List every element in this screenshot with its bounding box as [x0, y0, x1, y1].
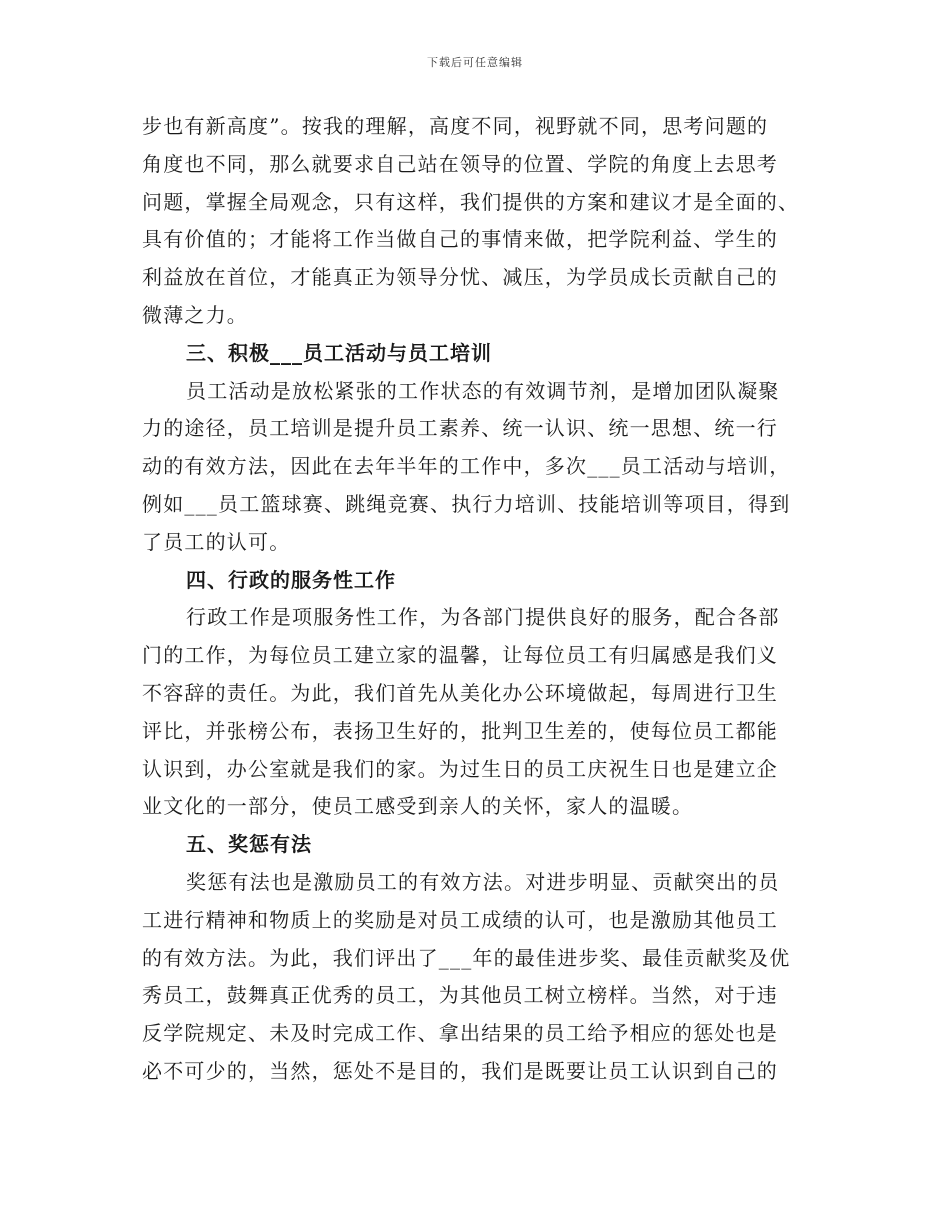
text-line: 例如___员工篮球赛、跳绳竞赛、执行力培训、技能培训等项目，得到: [142, 491, 791, 516]
text-line: 业文化的一部分，使员工感受到亲人的关怀，家人的温暖。: [142, 794, 694, 819]
text-line: 不容辞的责任。为此，我们首先从美化办公环境做起，每周进行卫生: [142, 680, 778, 705]
text-line: 反学院规定、未及时完成工作、拿出结果的员工给予相应的惩处也是: [142, 1021, 778, 1046]
text-line: 门的工作，为每位员工建立家的温馨，让每位员工有归属感是我们义: [142, 643, 778, 668]
text-line: 必不可少的，当然，惩处不是目的，我们是既要让员工认识到自己的: [142, 1058, 778, 1083]
text-line: 利益放在首位，才能真正为领导分忧、减压，为学员成长贡献自己的: [142, 265, 778, 290]
text-line: 动的有效方法，因此在去年半年的工作中，多次___员工活动与培训，: [142, 454, 791, 479]
text-line: 秀员工，鼓舞真正优秀的员工，为其他员工树立榜样。当然，对于违: [142, 983, 778, 1008]
section-heading: 四、行政的服务性工作: [186, 567, 396, 592]
text-line: 评比，并张榜公布，表扬卫生好的，批判卫生差的，使每位员工都能: [142, 718, 778, 743]
text-line: 角度也不同，那么就要求自己站在领导的位置、学院的角度上去思考: [142, 151, 778, 176]
section-heading: 五、奖惩有法: [186, 832, 312, 857]
section-heading: 三、积极___员工活动与员工培训: [186, 340, 492, 365]
text-line: 认识到，办公室就是我们的家。为过生日的员工庆祝生日也是建立企: [142, 756, 778, 781]
text-line: 了员工的认可。: [142, 529, 291, 554]
document-body: [142, 108, 814, 1091]
paragraph-first-line: 奖惩有法也是激励员工的有效方法。对进步明显、贡献突出的员: [186, 869, 780, 894]
page-header: 下载后可任意编辑: [427, 56, 523, 69]
text-line: 微薄之力。: [142, 302, 248, 327]
text-line: 力的途径，员工培训是提升员工素养、统一认识、统一思想、统一行: [142, 416, 778, 441]
text-line: 工进行精神和物质上的奖励是对员工成绩的认可，也是激励其他员工: [142, 907, 778, 932]
paragraph-first-line: 员工活动是放松紧张的工作状态的有效调节剂，是增加团队凝聚: [186, 378, 780, 403]
text-line: 问题，掌握全局观念，只有这样，我们提供的方案和建议才是全面的、: [142, 189, 800, 214]
paragraph-first-line: 行政工作是项服务性工作，为各部门提供良好的服务，配合各部: [186, 605, 780, 630]
text-line: 的有效方法。为此，我们评出了___年的最佳进步奖、最佳贡献奖及优: [142, 945, 791, 970]
text-line: 具有价值的；才能将工作当做自己的事情来做，把学院利益、学生的: [142, 227, 778, 252]
text-line: 步也有新高度”。按我的理解，高度不同，视野就不同，思考问题的: [142, 114, 769, 138]
